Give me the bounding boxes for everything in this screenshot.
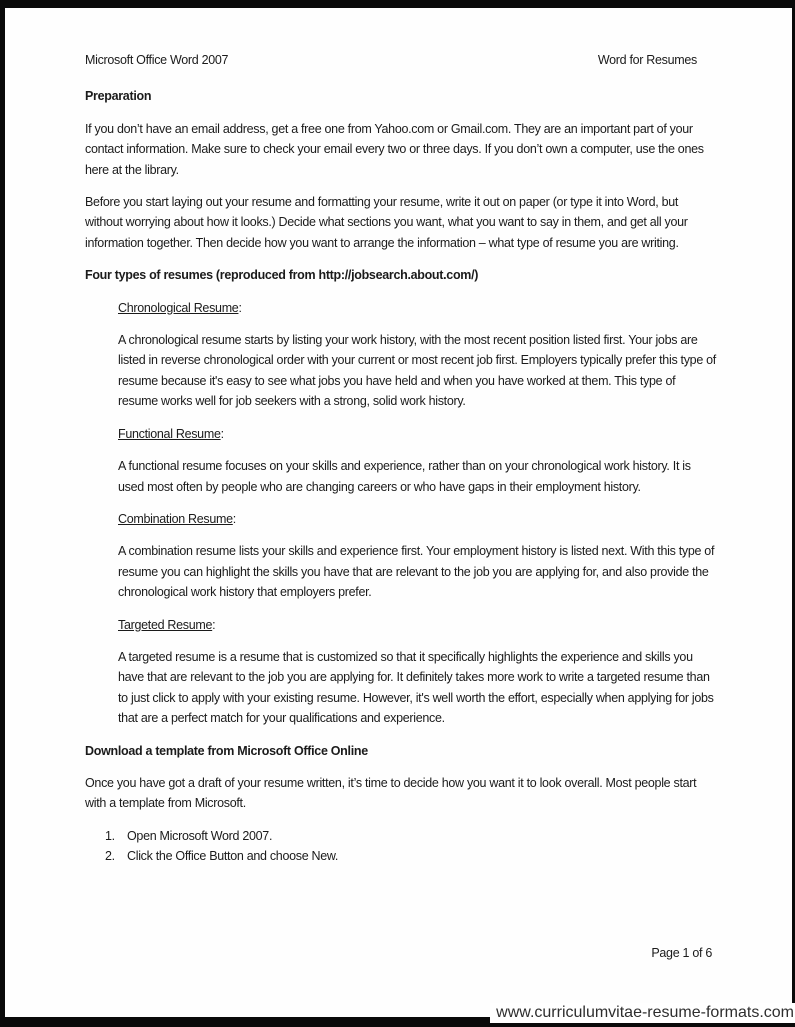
resume-type-colon: :: [212, 617, 216, 632]
resume-type-name: Targeted Resume: [118, 617, 213, 632]
download-steps-list: [85, 826, 717, 867]
header-right-title: Word for Resumes: [597, 53, 697, 67]
resume-type-section-combination: [85, 509, 717, 603]
resume-type-colon: :: [232, 511, 236, 526]
resume-type-body: A chronological resume starts by listing your work history, with the most recent position listed first. Your jobs are listed in reverse chronological order with your current or most recent job first. Employers typically prefer this type of resume because it's easy to see what jobs you have held and when you have worked at them. This type of resume works well for job seekers with a strong, solid work history.: [118, 333, 716, 409]
resume-type-body: A targeted resume is a resume that is customized so that it specifically highlights the experience and skills you have that are relevant to the job you are applying for. It definitely takes more work to write a targeted resume than to just click to apply with your existing resume. However, it's well worth the effort, especially when applying for jobs that are a perfect match for your qualifications and experience.: [118, 649, 714, 726]
resume-type-section-functional: [85, 424, 717, 497]
watermark-url: www.curriculumvitae-resume-formats.com: [490, 1003, 795, 1023]
four-types-heading: Four types of resumes (reproduced from http://jobsearch.about.com/): [85, 268, 479, 283]
resume-type-heading: [118, 615, 717, 635]
download-step-2: 2. Click the Office Button and choose New.: [118, 846, 717, 866]
preparation-paragraph-1: If you don’t have an email address, get a free one from Yahoo.com or Gmail.com. They are an important part of your contact information. Make sure to check your email every two or three days. If you don’t own a computer, use the ones here at the library.: [85, 121, 704, 177]
resume-type-section-chronological: [85, 298, 717, 412]
resume-type-colon: :: [220, 426, 224, 441]
resume-type-name: Functional Resume: [118, 426, 221, 441]
header-left-title: Microsoft Office Word 2007: [85, 53, 229, 67]
download-intro-paragraph: Once you have got a draft of your resume written, it’s time to decide how you want it to look overall. Most people start with a template from Microsoft.: [85, 775, 697, 811]
resume-type-colon: :: [238, 300, 242, 315]
download-template-heading: Download a template from Microsoft Office Online: [85, 743, 368, 758]
preparation-heading: Preparation: [85, 89, 152, 104]
page-number-label: Page 1 of 6: [651, 946, 712, 960]
resume-type-body: A functional resume focuses on your skills and experience, rather than on your chronological work history. It is used most often by people who are changing careers or who have gaps in their employment history.: [118, 459, 691, 494]
download-step-1: 1. Open Microsoft Word 2007.: [118, 826, 717, 846]
resume-type-name: Chronological Resume: [118, 300, 239, 315]
resume-type-heading: [118, 509, 717, 529]
resume-type-heading: [118, 424, 717, 444]
document-content: [85, 50, 717, 879]
document-header: [85, 50, 717, 70]
resume-type-section-targeted: [85, 615, 717, 729]
resume-type-body: A combination resume lists your skills and experience first. Your employment history is listed next. With this type of resume you can highlight the skills you have that are relevant to the job you are applying for, and also provide the chronological work history that employers prefer.: [118, 544, 715, 600]
document-page: [5, 8, 792, 1017]
preparation-paragraph-2: Before you start laying out your resume and formatting your resume, write it out on paper (or type it into Word, but without worrying about how it looks.) Decide what sections you want, what you want to say in them, and get all your information together. Then decide how you want to arrange the information – what type of resume you are writing.: [85, 195, 688, 250]
resume-type-name: Combination Resume: [118, 511, 233, 526]
resume-type-heading: [118, 298, 717, 318]
